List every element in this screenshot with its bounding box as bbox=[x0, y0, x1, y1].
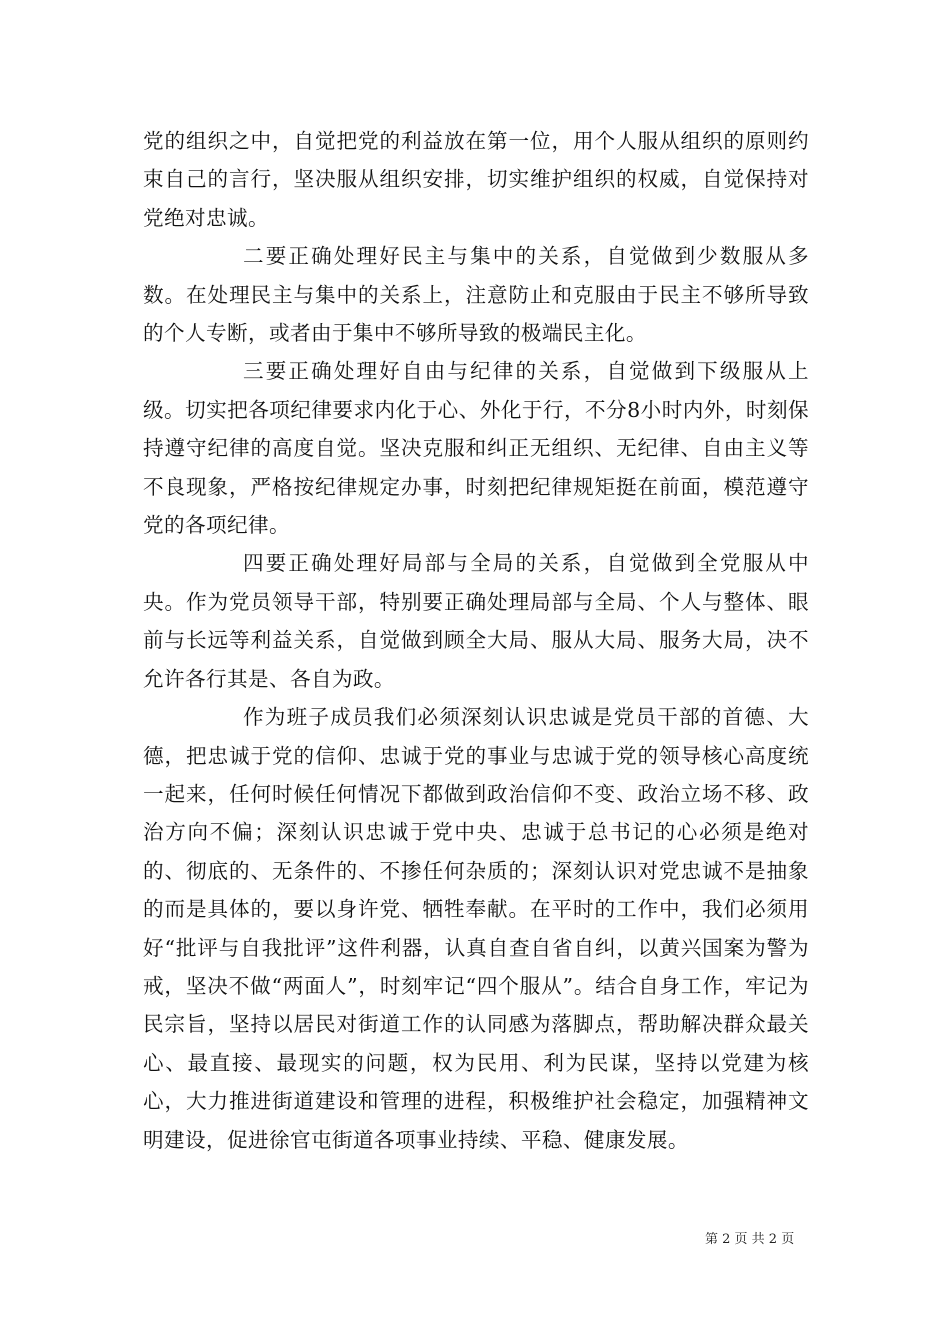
paragraph-freedom-discipline: 三要正确处理好自由与纪律的关系，自觉做到下级服从上级。切实把各项纪律要求内化于心、外化于行，不分8小时内外，时刻保持遵守纪律的高度自觉。坚决克服和纠正无组织、无纪律、自由主义等不良现象，严格按纪律规定办事，时刻把纪律规矩挺在前面，模范遵守党的各项纪律。 bbox=[143, 359, 809, 538]
paragraph-loyalty: 作为班子成员我们必须深刻认识忠诚是党员干部的首德、大德，把忠诚于党的信仰、忠诚于党的事业与忠诚于党的领导核心高度统一起来，任何时候任何情况下都做到政治信仰不变、政治立场不移、政治方向不偏；深刻认识忠诚于党中央、忠诚于总书记的心必须是绝对的、彻底的、无条件的、不掺任何杂质的；深刻认识对党忠诚不是抽象的而是具体的，要以身许党、牺牲奉献。在平时的工作中，我们必须用好“批评与自我批评”这件利器，认真自查自省自纠，以黄兴国案为警为戒，坚决不做“两面人”，时刻牢记“四个服从”。结合自身工作，牢记为民宗旨，坚持以居民对街道工作的认同感为落脚点，帮助解决群众最关心、最直接、最现实的问题，权为民用、利为民谋，坚持以党建为核心，大力推进街道建设和管理的进程，积极维护社会稳定，加强精神文明建设，促进徐官屯街道各项事业持续、平稳、健康发展。 bbox=[143, 705, 809, 1152]
page-footer: 第 2 页 共 2 页 bbox=[705, 1232, 795, 1247]
paragraph-democracy-centralism: 二要正确处理好民主与集中的关系，自觉做到少数服从多数。在处理民主与集中的关系上，注意防止和克服由于民主不够所导致的个人专断，或者由于集中不够所导致的极端民主化。 bbox=[143, 244, 809, 346]
paragraph-part-whole: 四要正确处理好局部与全局的关系，自觉做到全党服从中央。作为党员领导干部，特别要正确处理局部与全局、个人与整体、眼前与长远等利益关系，自觉做到顾全大局、服从大局、服务大局，决不允许各行其是、各自为政。 bbox=[143, 551, 809, 691]
paragraph-continuation: 党的组织之中，自觉把党的利益放在第一位，用个人服从组织的原则约束自己的言行，坚决服从组织安排，切实维护组织的权威，自觉保持对党绝对忠诚。 bbox=[143, 129, 809, 230]
document-body bbox=[143, 122, 809, 1159]
